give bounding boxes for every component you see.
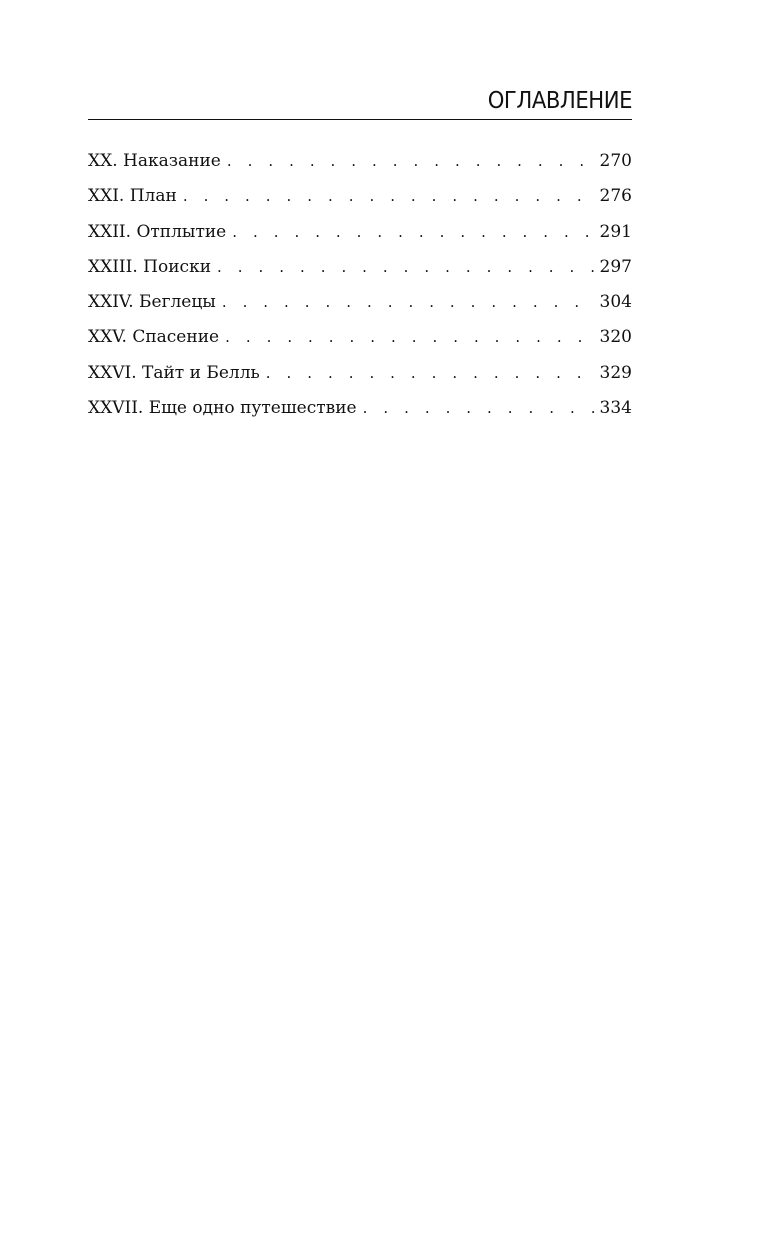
running-head-title: ОГЛАВЛЕНИЕ xyxy=(487,88,632,114)
toc-entry-title: XXIV. Беглецы xyxy=(88,292,216,313)
toc-entry-page: 304 xyxy=(599,292,632,313)
toc-entry xyxy=(88,322,632,357)
toc-entry xyxy=(88,287,632,322)
toc-entry xyxy=(88,252,632,287)
toc-entry-title: XXI. План xyxy=(88,186,177,207)
toc-entry-page: 291 xyxy=(599,221,632,242)
toc-entry xyxy=(88,358,632,393)
header-rule xyxy=(88,119,632,120)
toc-entry-title: XX. Наказание xyxy=(88,151,221,171)
toc-entry xyxy=(88,146,632,181)
toc-entry-title: XXVII. Еще одно путешествие xyxy=(88,398,357,419)
toc-entry-title: XXII. Отплытие xyxy=(88,221,227,242)
toc-entry-page: 297 xyxy=(599,256,632,277)
toc-leader-dots xyxy=(363,393,596,423)
toc-entry-title: XXVI. Тайт и Белль xyxy=(88,362,260,383)
toc-leader-dots xyxy=(266,358,596,388)
toc-entry-page: 276 xyxy=(599,186,632,207)
toc-leader-dots xyxy=(227,146,596,176)
toc-entry xyxy=(88,217,632,252)
toc-entry-page: 329 xyxy=(599,362,632,383)
toc-entry-page: 320 xyxy=(599,327,632,348)
toc-leader-dots xyxy=(232,217,595,247)
table-of-contents xyxy=(88,146,632,428)
toc-leader-dots xyxy=(217,252,596,282)
toc-entry-page: 270 xyxy=(599,151,632,171)
toc-entry-page: 334 xyxy=(599,398,632,419)
toc-leader-dots xyxy=(225,322,595,352)
toc-entry xyxy=(88,393,632,428)
toc-leader-dots xyxy=(183,181,596,211)
toc-entry-title: XXV. Спасение xyxy=(88,327,220,348)
toc-entry xyxy=(88,181,632,216)
toc-leader-dots xyxy=(222,287,596,317)
toc-entry-title: XXIII. Поиски xyxy=(88,256,212,277)
